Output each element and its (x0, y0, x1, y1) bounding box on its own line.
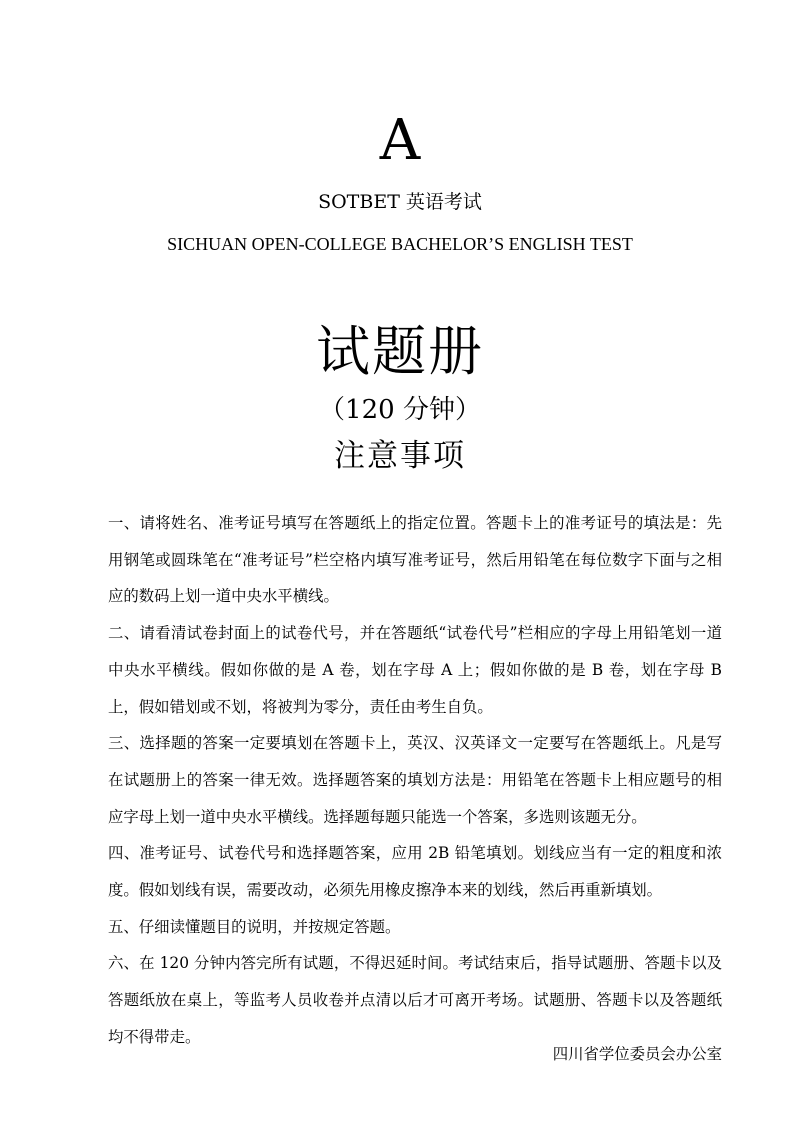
instruction-item: 三、选择题的答案一定要填划在答题卡上，英汉、汉英译文一定要写在答题纸上。凡是写在试题册上的答案一律无效。选择题答案的填划方法是：用铅笔在答题卡上相应题号的相应字母上划一道中央水平横线。选择题每题只能选一个答案，多选则该题无分。 (108, 734, 722, 826)
paper-letter: A (379, 108, 421, 173)
instruction-item: 二、请看清试卷封面上的试卷代号，并在答题纸“试卷代号”栏相应的字母上用铅笔划一道中央水平横线。假如你做的是 A 卷，划在字母 A 上；假如你做的是 B 卷，划在字母 B 上，假如错划或不划，将被判为零分，责任由考生自负。 (108, 624, 722, 716)
exam-duration: （120 分钟） (319, 395, 481, 425)
exam-full-name: SICHUAN OPEN-COLLEGE BACHELOR’S ENGLISH TEST (167, 234, 633, 254)
instruction-item: 一、请将姓名、准考证号填写在答题纸上的指定位置。答题卡上的准考证号的填法是：先用钢笔或圆珠笔在“准考证号”栏空格内填写准考证号，然后用铅笔在每位数字下面与之相应的数码上划一道中央水平横线。 (108, 514, 722, 606)
issuer-signature: 四川省学位委员会办公室 (552, 1045, 722, 1063)
notice-heading: 注意事项 (334, 438, 466, 474)
instructions-list (108, 505, 722, 1056)
booklet-title: 试题册 (316, 320, 484, 383)
instruction-item: 四、准考证号、试卷代号和选择题答案，应用 2B 铅笔填划。划线应当有一定的粗度和浓度。假如划线有误，需要改动，必须先用橡皮擦净本来的划线，然后再重新填划。 (108, 844, 722, 900)
instruction-item: 五、仔细读懂题目的说明，并按规定答题。 (108, 917, 401, 936)
instruction-item: 六、在 120 分钟内答完所有试题，不得迟延时间。考试结束后，指导试题册、答题卡以及答题纸放在桌上，等监考人员收卷并点清以后才可离开考场。试题册、答题卡以及答题纸均不得带走。 (108, 954, 722, 1046)
exam-name: SOTBET 英语考试 (318, 191, 482, 213)
